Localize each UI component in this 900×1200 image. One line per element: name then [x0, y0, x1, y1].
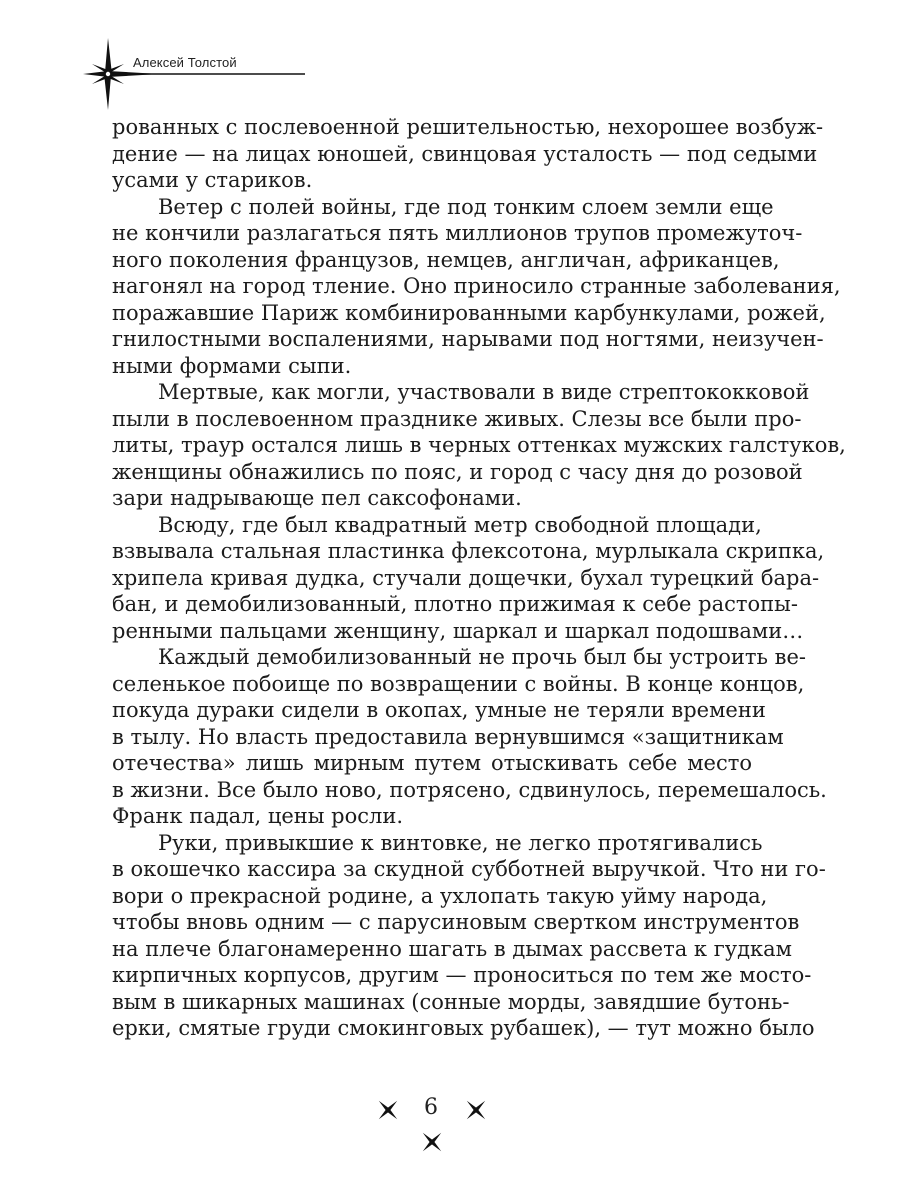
text-line: ными формами сыпи.	[112, 353, 352, 378]
text-line: ного поколения французов, немцев, англичан, африканцев,	[112, 247, 780, 272]
text-line: Мертвые, как могли, участвовали в виде стрептококковой	[158, 380, 810, 404]
text-line: вым в шикарных машинах (сонные морды, завядшие бутонь-	[112, 989, 790, 1014]
text-line: женщины обнажились по пояс, и город с часу дня до розовой	[112, 459, 803, 484]
author-name: Алексей Толстой	[133, 55, 237, 70]
page-body-text	[112, 114, 846, 1042]
text-line: бан, и демобилизованный, плотно прижимая к себе растопы-	[112, 592, 798, 616]
text-line: покуда дураки сидели в окопах, умные не теряли времени	[112, 698, 766, 722]
text-line: в окошечко кассира за скудной субботней выручкой. Что ни го-	[112, 857, 826, 881]
text-line: на плече благонамеренно шагать в дымах рассвета к гудкам	[112, 936, 792, 961]
text-line: отечества» лишь мирным путем отыскивать себе место	[112, 751, 752, 775]
text-line: поражавшие Париж комбинированными карбункулами, рожей,	[112, 300, 826, 325]
text-line: рованных с послевоенной решительностью, нехорошее возбуж-	[112, 115, 824, 139]
text-line: ренными пальцами женщину, шаркал и шаркал подошвами…	[112, 618, 804, 643]
page-footer	[0, 1085, 900, 1165]
four-point-star-bottom-icon	[419, 1129, 445, 1155]
four-point-star-left-icon	[375, 1097, 401, 1123]
text-line: Всюду, где был квадратный метр свободной площади,	[158, 512, 762, 537]
text-line: в тылу. Но власть предоставила вернувшимся «защитникам	[112, 724, 784, 749]
text-line: пыли в послевоенном празднике живых. Слезы все были про-	[112, 406, 802, 431]
text-line: Франк падал, цены росли.	[112, 804, 404, 828]
text-line: Ветер с полей войны, где под тонким слоем земли еще	[158, 194, 774, 219]
text-line: дение — на лицах юношей, свинцовая усталость — под седыми	[112, 141, 818, 166]
page-number: 6	[424, 1095, 438, 1120]
text-line: взвывала стальная пластинка флексотона, мурлыкала скрипка,	[112, 539, 825, 563]
text-line: вори о прекрасной родине, а ухлопать такую уйму народа,	[112, 883, 768, 908]
text-line: литы, траур остался лишь в черных оттенках мужских галстуков,	[112, 433, 846, 457]
text-line: зари надрывающе пел саксофонами.	[112, 486, 522, 510]
text-line: в жизни. Все было ново, потрясено, сдвинулось, перемешалось.	[112, 777, 827, 802]
text-line: не кончили разлагаться пять миллионов трупов промежуточ-	[112, 221, 803, 245]
text-line: хрипела кривая дудка, стучали дощечки, бухал турецкий бара-	[112, 565, 820, 590]
text-line: кирпичных корпусов, другим — проноситься по тем же мосто-	[112, 963, 812, 987]
running-header	[0, 0, 900, 130]
text-line: гнилостными воспалениями, нарывами под ногтями, неизучен-	[112, 327, 824, 351]
four-point-star-right-icon	[463, 1097, 489, 1123]
text-line: чтобы вновь одним — с парусиновым свертком инструментов	[112, 910, 800, 934]
text-line: усами у стариков.	[112, 168, 313, 192]
text-line: ерки, смятые груди смокинговых рубашек), — тут можно было	[112, 1016, 815, 1040]
text-line: Руки, привыкшие к винтовке, не легко протягивались	[158, 830, 763, 855]
text-line: селенькое побоище по возвращении с войны. В конце концов,	[112, 671, 805, 696]
text-line: нагонял на город тление. Оно приносило странные заболевания,	[112, 274, 841, 298]
text-line: Каждый демобилизованный не прочь был бы устроить ве-	[158, 645, 807, 669]
